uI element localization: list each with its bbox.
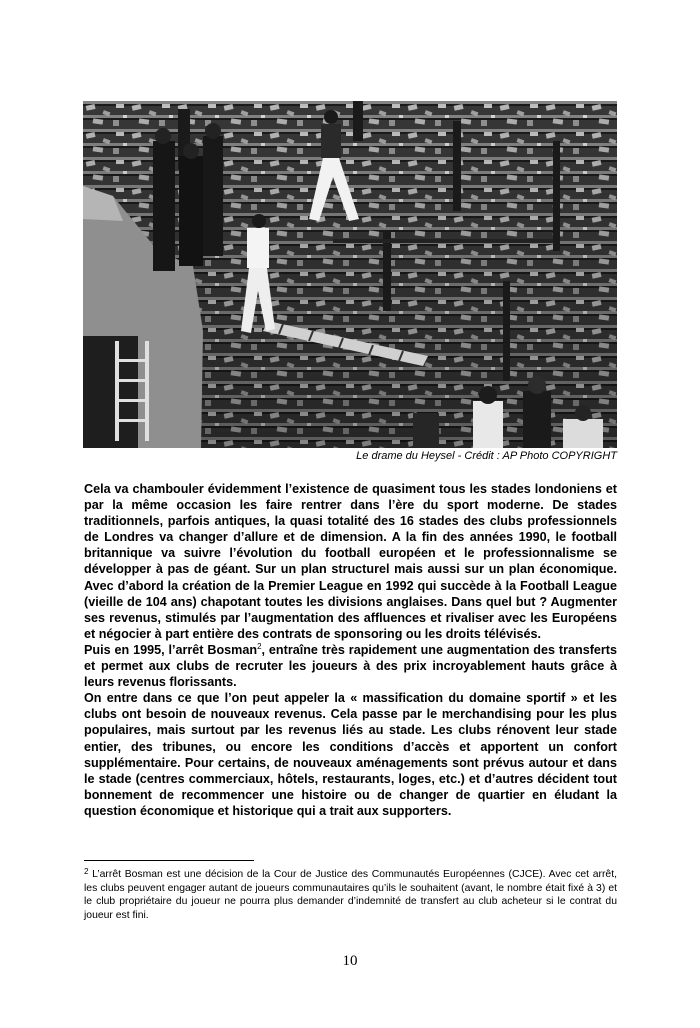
paragraph-2 (84, 642, 617, 690)
stadium-terrace-image (83, 101, 617, 448)
paragraph-3: On entre dans ce que l’on peut appeler la « massification du domaine sportif » et les clubs ont besoin de nouveaux revenus. Cela passe par le merchandising pour les plus populaires, mais surtout par les revenus liés au stade. Les clubs rénovent leur stade entier, des tribunes, ou encore les conditions d’accès et apportent un confort supplémentaire. Pour certains, de nouveaux aménagements sont prévus autour et dans le stade (centres commerciaux, hôtels, restaurants, loges, etc.) et d’autres décident tout bonnement de recommencer une histoire ou de changer de quartier en éludant la question économique et historique qui a trait aux supporters. (84, 691, 617, 818)
footnote-reference: 2 (257, 641, 262, 651)
footnote-separator (84, 860, 254, 861)
paragraph-1: Cela va chambouler évidemment l’existence de quasiment tous les stades londoniens et par la même occasion les faire rentrer dans l’ère du sport moderne. De stades traditionnels, parfois antiques, la quasi totalité des 16 stades des clubs professionnels de Londres va changer d’allure et de dimension. A la fin des années 1990, le football britannique va suivre l’évolution du football européen et le professionnalisme se développer à pas de géant. Sur un plan structurel mais aussi sur un plan économique. Avec d’abord la création de la Premier League en 1992 qui succède à la Football League (vieille de 104 ans) chapotant toutes les divisions anglaises. Dans quel but ? Augmenter ses revenus, stimulés par l’augmentation des affluences et rivaliser avec les Européens et négocier à part entière des contrats de sponsoring ou les droits télévisés. (84, 482, 617, 641)
article-body (84, 481, 617, 819)
page-number: 10 (342, 953, 358, 969)
footnote-text: L’arrêt Bosman est une décision de la Cour de Justice des Communautés Européennes (CJCE). Avec cet arrêt, les clubs peuvent engager autant de joueurs communautaires qu’ils le souhaitent (avant, le nombre était fixé à 3) et le club propriétaire du joueur ne pourra plus demander d’indemnité de transfert au club acheteur si le contrat du joueur est fini. (84, 869, 617, 921)
heysel-photo (83, 101, 617, 448)
paragraph-2-end: , entraîne très rapidement une augmentation des transferts et permet aux clubs de recruter les joueurs à des prix incroyablement hauts grâce à leurs revenus florissants. (84, 642, 617, 690)
paragraph-2-start: Puis en 1995, l’arrêt Bosman (84, 642, 258, 657)
footnote-marker: 2 (84, 867, 89, 876)
footnote (84, 868, 617, 922)
photo-caption: Le drame du Heysel - Crédit : AP Photo COPYRIGHT (356, 450, 617, 462)
